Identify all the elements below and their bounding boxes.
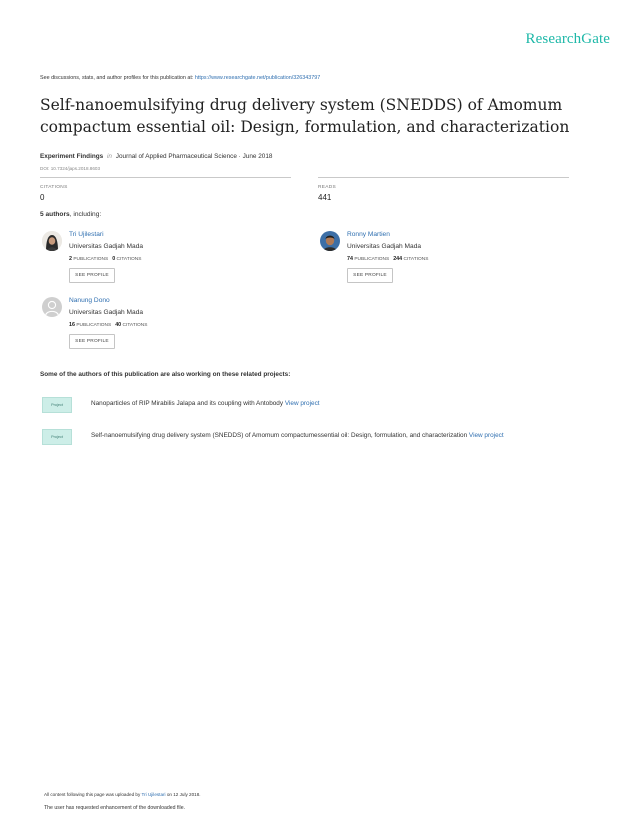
enhancement-note: The user has requested enhancement of the downloaded file. xyxy=(44,805,186,811)
author-stats xyxy=(69,322,147,328)
author-name-link[interactable]: Ronny Martien xyxy=(347,231,390,238)
avatar[interactable] xyxy=(42,231,62,251)
author-publications-label: PUBLICATIONS xyxy=(354,257,390,262)
reads-value: 441 xyxy=(318,193,332,202)
view-project-link[interactable]: View project xyxy=(468,432,504,439)
citations-value: 0 xyxy=(40,193,45,202)
citations-label: CITATIONS xyxy=(40,185,68,190)
authors-including: , including: xyxy=(69,211,102,218)
project-title: Nanoparticles of RIP Mirabilis Jalapa and its coupling with Antobody xyxy=(91,400,284,407)
publication-title: Self-nanoemulsifying drug delivery system (SNEDDS) of Amomum compactum essential oil: Design, formulation, and characterization xyxy=(40,96,570,136)
publication-venue: Journal of Applied Pharmaceutical Science · June 2018 xyxy=(115,153,273,160)
author-photo-icon xyxy=(42,231,62,251)
publication-meta xyxy=(40,153,272,160)
author-publications-count: 74 xyxy=(347,256,353,262)
author-citations-count: 0 xyxy=(112,256,116,262)
publication-doi: DOI: 10.7324/japs.2018.8603 xyxy=(40,166,101,171)
default-avatar-icon xyxy=(42,297,62,317)
project-icon: Project xyxy=(42,429,72,445)
author-publications-label: PUBLICATIONS xyxy=(73,257,109,262)
see-profile-button[interactable]: SEE PROFILE xyxy=(347,268,393,283)
author-name-link[interactable]: Nanung Dono xyxy=(69,297,110,304)
author-publications-count: 2 xyxy=(69,256,72,262)
avatar[interactable] xyxy=(42,297,62,317)
related-project-item xyxy=(91,432,504,439)
related-projects-heading: Some of the authors of this publication are also working on these related projects: xyxy=(40,371,291,378)
uploaded-prefix: All content following this page was uploaded by xyxy=(44,792,142,797)
avatar[interactable] xyxy=(320,231,340,251)
project-title: Self-nanoemulsifying drug delivery system (SNEDDS) of Amomum compactumessential oil: Design, formulation, and characterization xyxy=(91,432,468,439)
author-affiliation: Universitas Gadjah Mada xyxy=(69,309,144,316)
author-affiliation: Universitas Gadjah Mada xyxy=(347,243,422,250)
see-profile-button[interactable]: SEE PROFILE xyxy=(69,268,115,283)
author-name-link[interactable]: Tri Ujilestari xyxy=(69,231,104,238)
author-citations-label: CITATIONS xyxy=(116,257,142,262)
related-project-item xyxy=(91,400,320,407)
see-profile-button[interactable]: SEE PROFILE xyxy=(69,334,115,349)
uploader-link[interactable]: Tri Ujilestari xyxy=(141,792,166,797)
author-publications-label: PUBLICATIONS xyxy=(76,323,112,328)
publication-url-link[interactable]: https://www.researchgate.net/publication/326343797 xyxy=(194,75,321,81)
reads-divider xyxy=(318,177,569,178)
author-photo-icon xyxy=(320,231,340,251)
researchgate-logo[interactable]: ResearchGate xyxy=(525,31,610,47)
author-citations-label: CITATIONS xyxy=(122,323,148,328)
author-citations-label: CITATIONS xyxy=(403,257,429,262)
uploaded-by-line xyxy=(44,792,201,797)
see-discussions-text: See discussions, stats, and author profiles for this publication at: xyxy=(40,75,195,81)
authors-count: 5 authors xyxy=(40,211,70,218)
reads-label: READS xyxy=(318,185,337,190)
author-citations-count: 40 xyxy=(115,322,122,328)
authors-heading xyxy=(40,211,101,218)
publication-type: Experiment Findings xyxy=(40,153,104,160)
see-discussions-line xyxy=(40,75,320,81)
citations-divider xyxy=(40,177,291,178)
uploaded-suffix: on 12 July 2018. xyxy=(165,792,201,797)
in-word: in xyxy=(107,153,112,160)
author-stats xyxy=(347,256,428,262)
author-stats xyxy=(69,256,141,262)
view-project-link[interactable]: View project xyxy=(284,400,320,407)
author-publications-count: 16 xyxy=(69,322,75,328)
author-citations-count: 244 xyxy=(393,256,403,262)
project-icon: Project xyxy=(42,397,72,413)
author-affiliation: Universitas Gadjah Mada xyxy=(69,243,144,250)
